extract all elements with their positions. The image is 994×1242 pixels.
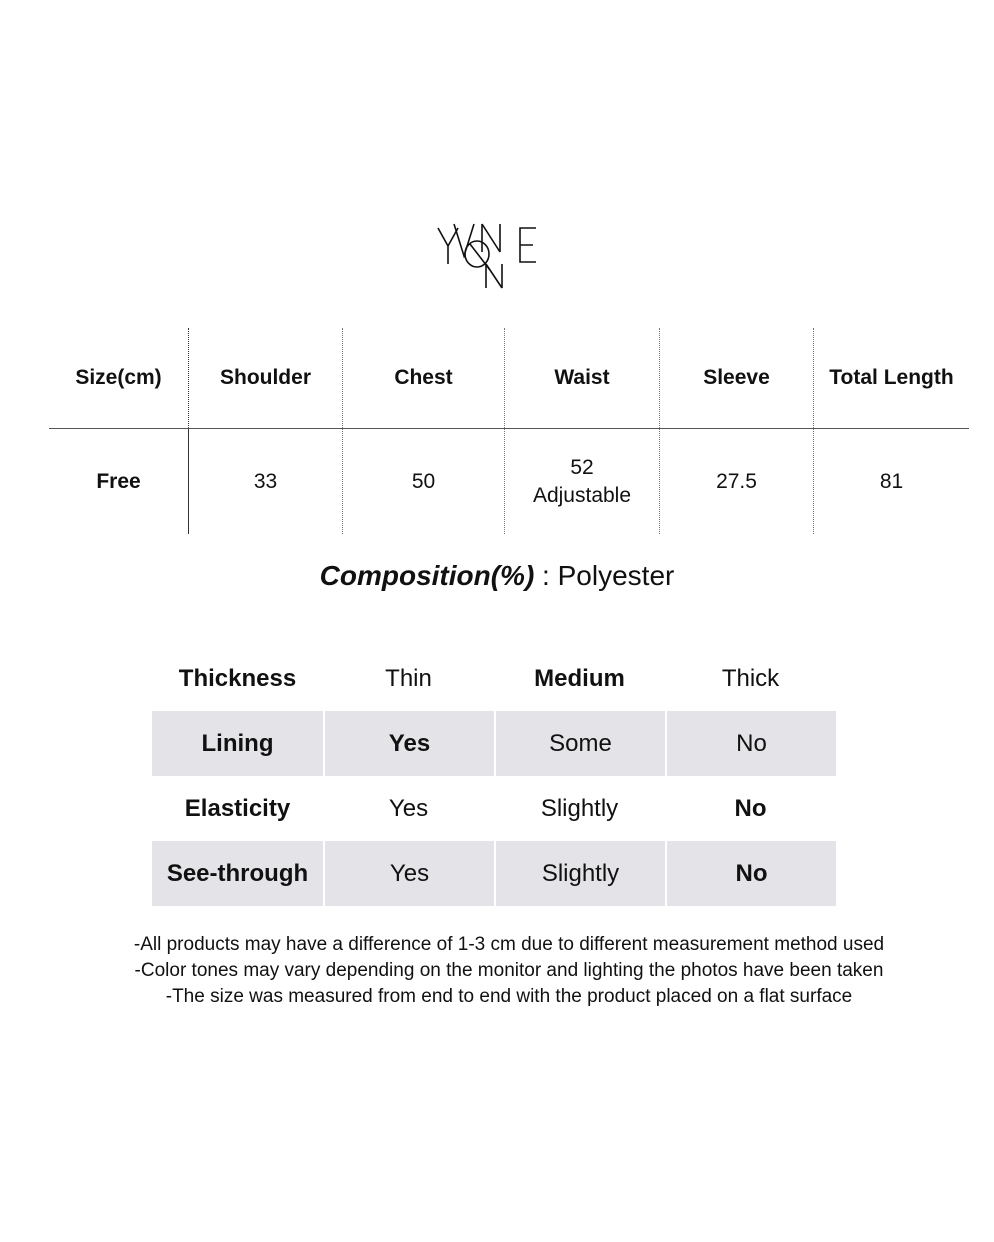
fabric-option: Thick bbox=[721, 664, 780, 692]
note-line: -Color tones may vary depending on the monitor and lighting the photos have been taken bbox=[134, 960, 884, 981]
fabric-option-selected: No bbox=[734, 794, 767, 822]
composition-separator: : bbox=[534, 560, 558, 591]
composition-line bbox=[0, 560, 994, 592]
size-table-row bbox=[49, 429, 969, 534]
fabric-attribute: Lining bbox=[201, 729, 274, 757]
fabric-option-selected: No bbox=[665, 841, 836, 906]
brand-logo-mark bbox=[430, 218, 560, 294]
fabric-option: Slightly bbox=[494, 841, 665, 906]
composition-value: Polyester bbox=[557, 560, 675, 591]
fabric-option: Yes bbox=[388, 794, 429, 822]
fabric-option: Yes bbox=[323, 841, 494, 906]
fabric-properties-table bbox=[152, 646, 836, 906]
header-chest: Chest bbox=[342, 328, 504, 428]
chest-value: 50 bbox=[342, 429, 504, 534]
total-length-value: 81 bbox=[813, 429, 969, 534]
fabric-row bbox=[152, 841, 836, 906]
size-value: Free bbox=[96, 469, 141, 493]
header-total-length: Total Length bbox=[813, 328, 969, 428]
waist-note: Adjustable bbox=[532, 483, 632, 507]
header-sleeve: Sleeve bbox=[659, 328, 813, 428]
fabric-option: Thin bbox=[385, 664, 432, 692]
waist-value: 52 bbox=[570, 455, 594, 479]
waist-cell bbox=[504, 429, 659, 534]
fabric-option: Slightly bbox=[540, 794, 619, 822]
fabric-attribute: See-through bbox=[166, 859, 309, 887]
note-line: -The size was measured from end to end with the product placed on a flat surface bbox=[165, 986, 853, 1007]
header-shoulder: Shoulder bbox=[188, 328, 342, 428]
fabric-attribute: Thickness bbox=[178, 664, 297, 692]
composition-label: Composition(%) bbox=[319, 560, 535, 591]
fabric-row bbox=[152, 711, 836, 776]
fabric-attribute: Elasticity bbox=[184, 794, 291, 822]
notes bbox=[0, 932, 994, 1010]
note-line: -All products may have a difference of 1-3 cm due to different measurement method used bbox=[133, 934, 885, 955]
fabric-option-selected: Medium bbox=[534, 664, 625, 692]
size-table-header bbox=[49, 328, 969, 428]
header-size: Size(cm) bbox=[75, 366, 162, 389]
fabric-row bbox=[152, 776, 836, 841]
fabric-option: No bbox=[665, 711, 836, 776]
shoulder-value: 33 bbox=[188, 429, 342, 534]
brand-logo bbox=[430, 218, 560, 294]
header-waist: Waist bbox=[504, 328, 659, 428]
fabric-option: Some bbox=[494, 711, 665, 776]
fabric-row bbox=[152, 646, 836, 711]
sleeve-value: 27.5 bbox=[659, 429, 813, 534]
fabric-option-selected: Yes bbox=[323, 711, 494, 776]
size-table bbox=[49, 328, 969, 534]
